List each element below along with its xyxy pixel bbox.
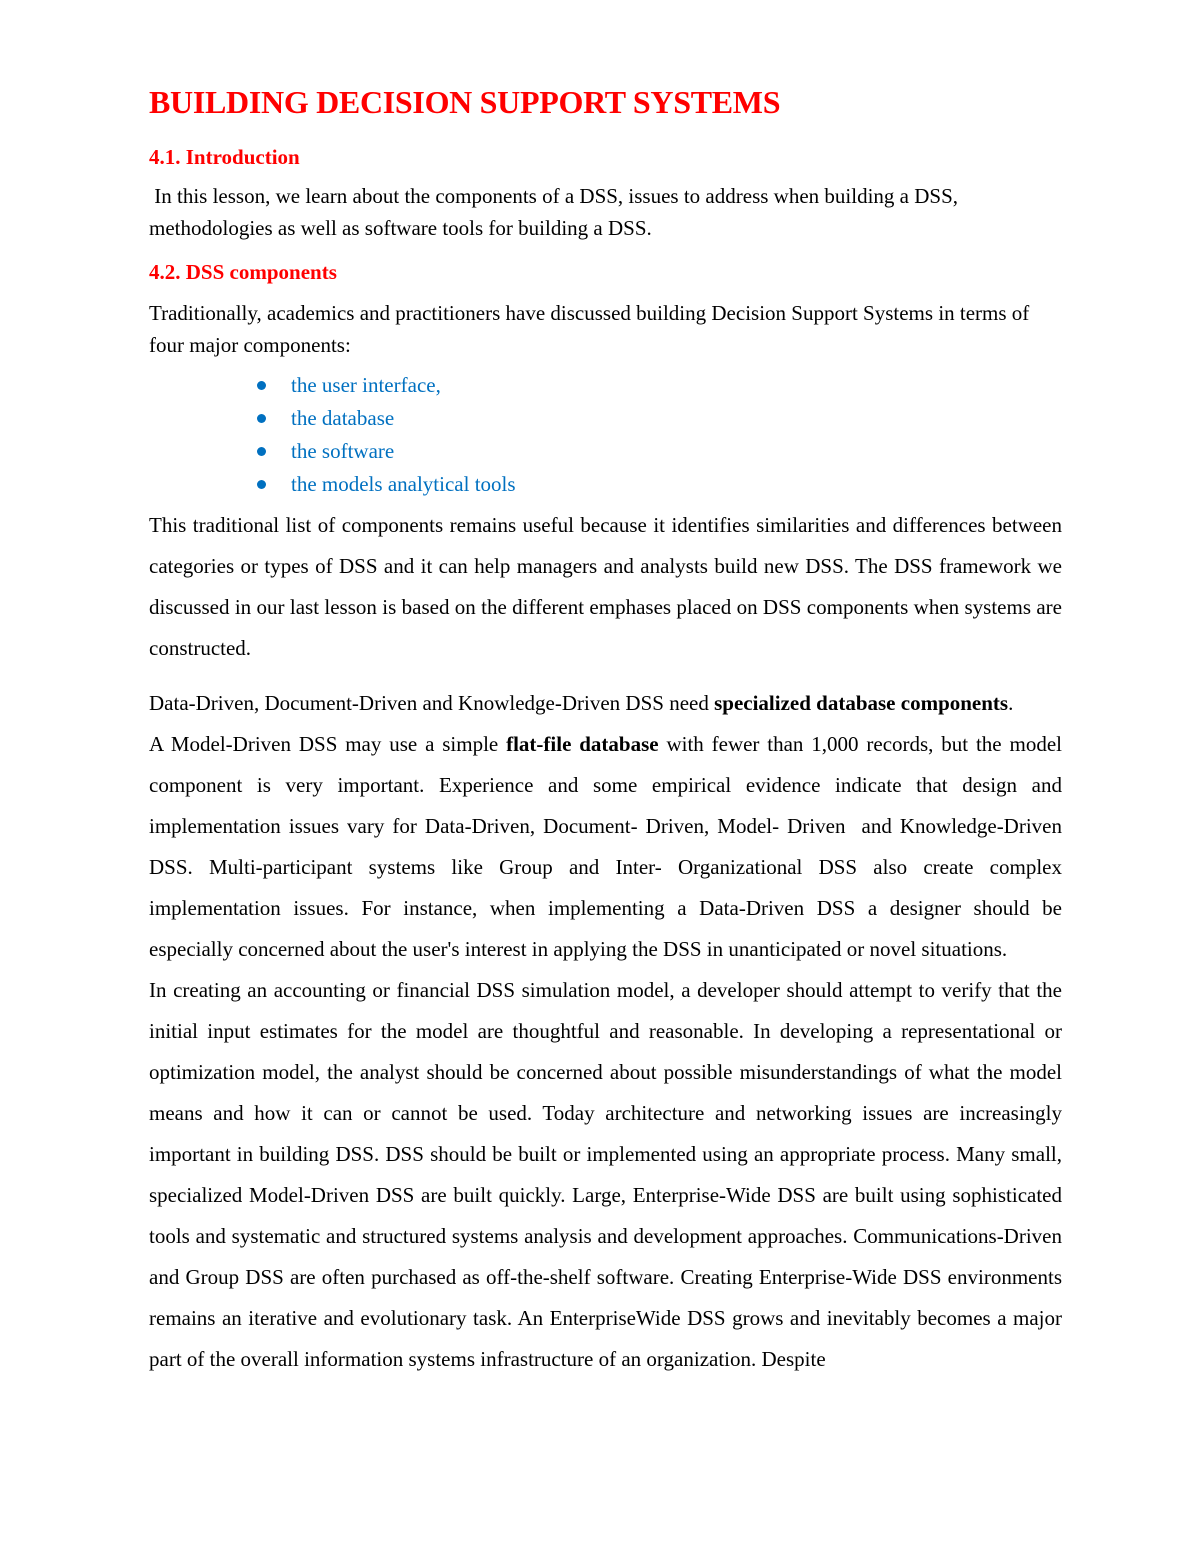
paragraph-text: with fewer than 1,000 records, but the model component is very important. Experience and some empirical evidence indicate that design and implementation issues vary for Data-Driven, Document- Driven, Model- Driven and Knowledge-Driven DSS. Multi-participant systems like Group and Inter- Organizational DSS also create complex implementation issues. For instance, when implementing a Data-Driven DSS a designer should be especially concerned about the user's interest in applying the DSS in unanticipated or novel situations. — [149, 732, 1068, 961]
emphasis-text: specialized database components — [714, 691, 1009, 715]
list-item-label: the software — [291, 439, 395, 463]
specialized-database-paragraph — [149, 683, 1062, 724]
list-item — [149, 435, 1062, 468]
section-heading-introduction: 4.1. Introduction — [149, 145, 300, 169]
model-driven-paragraph — [149, 724, 1068, 970]
bullet-icon — [257, 480, 266, 489]
bullet-icon — [257, 381, 266, 390]
document-content — [149, 80, 1068, 1380]
list-item — [149, 468, 1062, 501]
paragraph-text: . — [1008, 691, 1014, 715]
components-usefulness-paragraph: This traditional list of components remains useful because it identifies similarities and differences between categories or types of DSS and it can help managers and analysts build new DSS. The DSS framework we discussed in our last lesson is based on the different emphases placed on DSS components when systems are constructed. — [149, 513, 1062, 660]
simulation-model-paragraph: In creating an accounting or financial DSS simulation model, a developer should attempt to verify that the initial input estimates for the model are thoughtful and reasonable. In developing a representational or optimization model, the analyst should be concerned about possible misunderstandings of what the model means and how it can or cannot be used. Today architecture and networking issues are increasingly important in building DSS. DSS should be built or implemented using an appropriate process. Many small, specialized Model-Driven DSS are built quickly. Large, Enterprise-Wide DSS are built using sophisticated tools and systematic and structured systems analysis and development approaches. Communications-Driven and Group DSS are often purchased as off-the-shelf software. Creating Enterprise-Wide DSS environments remains an iterative and evolutionary task. An EnterpriseWide DSS grows and inevitably becomes a major part of the overall information systems infrastructure of an organization. Despite — [149, 978, 1062, 1371]
paragraph-text: A Model-Driven DSS may use a simple — [149, 732, 507, 756]
list-item-label: the database — [291, 406, 395, 430]
document-title: BUILDING DECISION SUPPORT SYSTEMS — [149, 84, 781, 120]
list-item-label: the user interface, — [291, 373, 441, 397]
bullet-icon — [257, 447, 266, 456]
emphasis-text: flat-file database — [506, 732, 659, 756]
bullet-icon — [257, 414, 266, 423]
components-list — [149, 369, 1062, 501]
components-intro-paragraph: Traditionally, academics and practitioners have discussed building Decision Support Systems in terms of four major components: — [149, 301, 1030, 357]
intro-paragraph: In this lesson, we learn about the components of a DSS, issues to address when building a DSS, methodologies as well as software tools for building a DSS. — [149, 184, 964, 240]
paragraph-text: Data-Driven, Document-Driven and Knowledge-Driven DSS need — [149, 691, 715, 715]
section-heading-dss-components: 4.2. DSS components — [149, 260, 337, 284]
list-item — [149, 402, 1062, 435]
list-item-label: the models analytical tools — [291, 472, 516, 496]
list-item — [149, 369, 1062, 402]
